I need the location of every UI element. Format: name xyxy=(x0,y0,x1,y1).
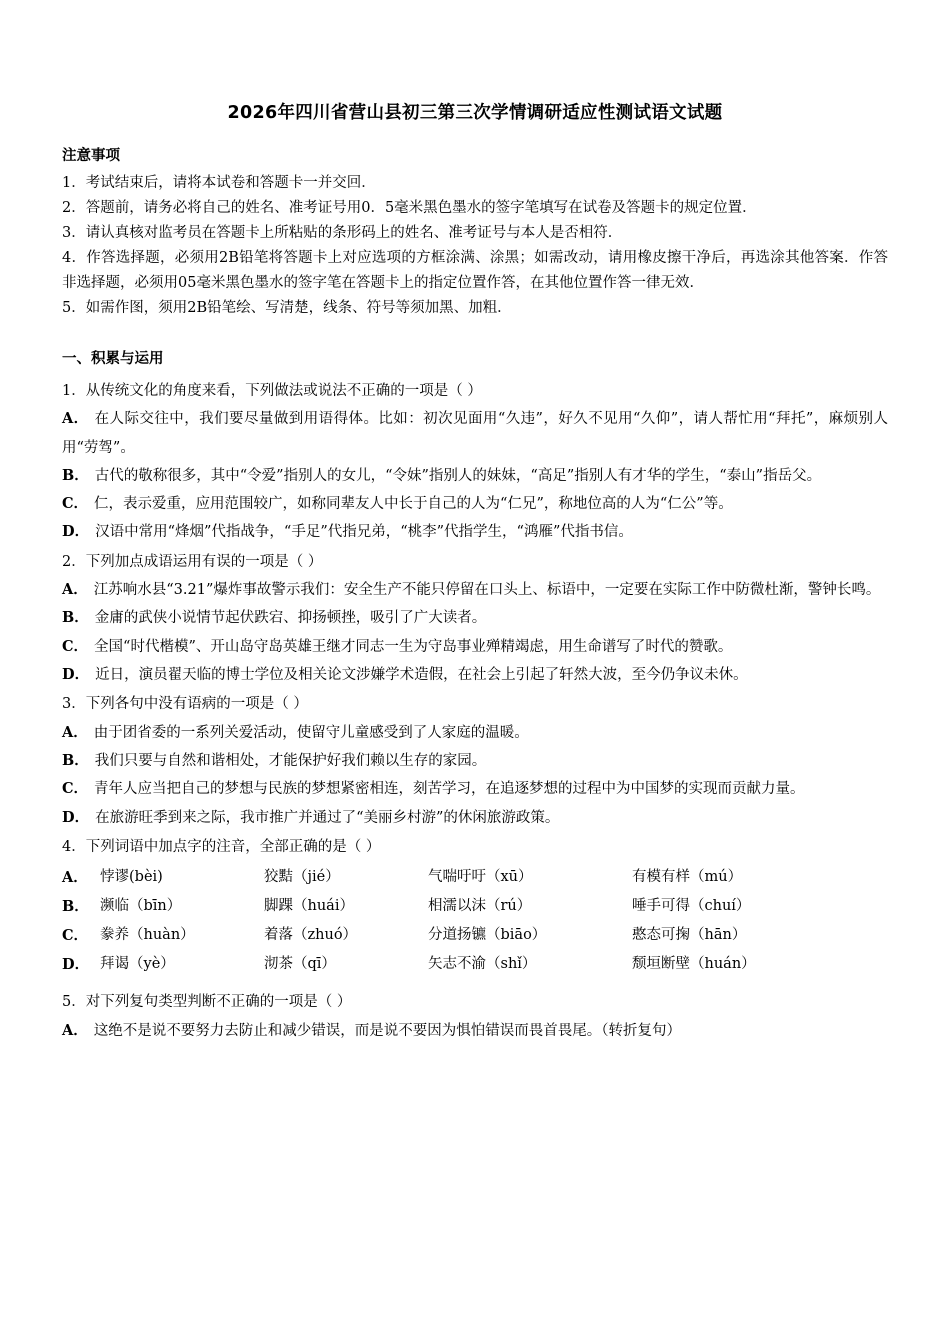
option-text: 青年人应当把自己的梦想与民族的梦想紧密相连，刻苦学习，在追逐梦想的过程中为中国梦的实现而贡献力量。 xyxy=(94,781,805,798)
question-number: 5． xyxy=(62,994,86,1011)
pinyin-cell: 唾手可得（chuí） xyxy=(632,898,751,915)
question-text: 从传统文化的角度来看，下列做法或说法不正确的一项是（ ） xyxy=(85,382,482,399)
option-label: B． xyxy=(62,466,89,484)
table-row xyxy=(62,892,888,921)
option-label: A． xyxy=(62,410,89,428)
option-label: C． xyxy=(62,927,89,945)
option-c xyxy=(62,775,888,803)
option-b xyxy=(62,747,888,775)
option-d xyxy=(62,518,888,546)
option-label: C． xyxy=(62,637,89,655)
question-stem xyxy=(62,989,888,1017)
notice-line: 3．请认真核对监考员在答题卡上所粘贴的条形码上的姓名、准考证号与本人是否相符． xyxy=(62,225,623,242)
option-label: D． xyxy=(62,808,90,826)
option-list xyxy=(62,576,888,689)
pinyin-cell: 着落（zhuó） xyxy=(264,927,358,944)
option-label: C． xyxy=(62,780,89,798)
option-a xyxy=(62,1017,888,1045)
notice-line: 2．答题前，请务必将自己的姓名、准考证号用0．5毫米黑色墨水的签字笔填写在试卷及答题卡的规定位置． xyxy=(62,200,757,217)
option-c xyxy=(62,633,888,661)
option-label: B． xyxy=(62,609,89,627)
spacer xyxy=(62,981,888,989)
notice-line: 5．如需作图，须用2B铅笔绘、写清楚，线条、符号等须加黑、加粗． xyxy=(62,300,512,317)
question-2 xyxy=(62,549,888,690)
pinyin-cell: 濒临（bīn） xyxy=(100,898,182,915)
pinyin-cell: 脚踝（huái） xyxy=(264,898,354,915)
option-b xyxy=(62,462,888,490)
section-heading-one: 一、积累与运用 xyxy=(62,350,164,368)
pinyin-cell: 沏茶（qī） xyxy=(264,956,336,973)
question-number: 3． xyxy=(62,696,86,713)
option-a xyxy=(62,405,888,462)
question-text: 对下列复句类型判断不正确的一项是（ ） xyxy=(85,994,352,1011)
option-label: C． xyxy=(62,495,89,513)
table-row xyxy=(62,863,888,892)
option-text: 古代的敬称很多，其中“令爱”指别人的女儿，“令妹”指别人的妹妹，“高足”指别人有才华的学生，“泰山”指岳父。 xyxy=(94,467,822,484)
pinyin-cell: 悖谬(bèi) xyxy=(100,869,163,886)
question-text: 下列词语中加点字的注音，全部正确的是（ ） xyxy=(85,838,381,855)
notice-heading: 注意事项 xyxy=(62,147,120,165)
question-number: 4． xyxy=(62,838,86,855)
option-text: 仁，表示爱重，应用范围较广，如称同辈友人中长于自己的人为“仁兄”，称地位高的人为“仁公”等。 xyxy=(94,496,733,513)
question-1 xyxy=(62,378,888,547)
question-stem xyxy=(62,378,888,406)
page-title: 2026年四川省营山县初三第三次学情调研适应性测试语文试题 xyxy=(227,103,723,123)
option-text: 这绝不是说不要努力去防止和减少错误，而是说不要因为惧怕错误而畏首畏尾。（转折复句） xyxy=(93,1022,682,1039)
pinyin-cell: 拜谒（yè） xyxy=(100,956,175,973)
option-label: B． xyxy=(62,898,89,916)
option-label: D． xyxy=(62,665,90,683)
pinyin-cell: 憨态可掬（hān） xyxy=(632,927,747,944)
pinyin-cell: 颓垣断壁（huán） xyxy=(632,956,756,973)
question-stem xyxy=(62,691,888,719)
question-text: 下列加点成语运用有误的一项是（ ） xyxy=(85,553,323,570)
option-a xyxy=(62,719,888,747)
option-label: A． xyxy=(62,1021,88,1039)
notice-line: 1．考试结束后，请将本试卷和答题卡一并交回． xyxy=(62,175,376,192)
question-number: 1． xyxy=(62,382,86,399)
option-text: 在旅游旺季到来之际，我市推广并通过了“美丽乡村游”的休闲旅游政策。 xyxy=(95,809,560,826)
option-label: A． xyxy=(62,723,88,741)
question-stem xyxy=(62,549,888,577)
pinyin-cell: 有模有样（mú） xyxy=(632,869,743,886)
pinyin-cell: 相濡以沫（rú） xyxy=(428,898,532,915)
question-stem xyxy=(62,834,888,862)
option-label: D． xyxy=(62,956,90,974)
pinyin-cell: 矢志不渝（shǐ） xyxy=(428,956,537,973)
table-row xyxy=(62,950,888,979)
question-3 xyxy=(62,691,888,832)
question-5 xyxy=(62,989,888,1045)
option-d xyxy=(62,804,888,832)
pinyin-cell: 气喘吁吁（xū） xyxy=(428,869,533,886)
option-text: 全国“时代楷模”、开山岛守岛英雄王继才同志一生为守岛事业殚精竭虑，用生命谱写了时代的赞歌。 xyxy=(94,638,733,655)
option-label: A． xyxy=(62,869,88,887)
option-text: 由于团省委的一系列关爱活动，使留守儿童感受到了人家庭的温暖。 xyxy=(93,724,529,741)
option-text: 我们只要与自然和谐相处，才能保护好我们赖以生存的家园。 xyxy=(94,753,487,769)
pinyin-cell: 豢养（huàn） xyxy=(100,927,195,944)
option-b xyxy=(62,604,888,632)
table-row xyxy=(62,921,888,950)
option-label: A． xyxy=(62,581,88,599)
option-list xyxy=(62,1017,888,1045)
option-a xyxy=(62,576,888,604)
option-d xyxy=(62,661,888,689)
question-4 xyxy=(62,834,888,980)
option-text: 金庸的武侠小说情节起伏跌宕、抑扬顿挫，吸引了广大读者。 xyxy=(94,610,487,627)
option-label: D． xyxy=(62,523,90,541)
notice-line: 4．作答选择题，必须用2B铅笔将答题卡上对应选项的方框涂满、涂黑；如需改动，请用橡皮擦干净后，再选涂其他答案．作答非选择题，必须用05毫米黑色墨水的签字笔在答题卡上的指定位置作答，在其他位置作答一律无效． xyxy=(62,250,888,292)
option-c xyxy=(62,490,888,518)
question-number: 2． xyxy=(62,553,86,570)
option-label: B． xyxy=(62,752,89,769)
pinyin-options-table xyxy=(62,863,888,979)
option-text: 江苏响水县“3.21”爆炸事故警示我们：安全生产不能只停留在口头上、标语中，一定要在实际工作中防微杜渐，警钟长鸣。 xyxy=(93,582,881,599)
option-list xyxy=(62,719,888,832)
option-text: 汉语中常用“烽烟”代指战争，“手足”代指兄弟，“桃李”代指学生，“鸿雁”代指书信。 xyxy=(95,524,633,541)
notice-section xyxy=(62,144,888,321)
option-list xyxy=(62,405,888,546)
option-text: 近日，演员翟天临的博士学位及相关论文涉嫌学术造假，在社会上引起了轩然大波，至今仍争议未休。 xyxy=(95,666,748,683)
pinyin-cell: 分道扬镳（biāo） xyxy=(428,927,547,944)
pinyin-cell: 狡黠（jié） xyxy=(264,869,340,886)
option-text: 在人际交往中，我们要尽量做到用语得体。比如：初次见面用“久违”，好久不见用“久仰”，请人帮忙用“拜托”，麻烦别人用“劳驾”。 xyxy=(62,411,888,456)
question-text: 下列各句中没有语病的一项是（ ） xyxy=(85,696,308,713)
